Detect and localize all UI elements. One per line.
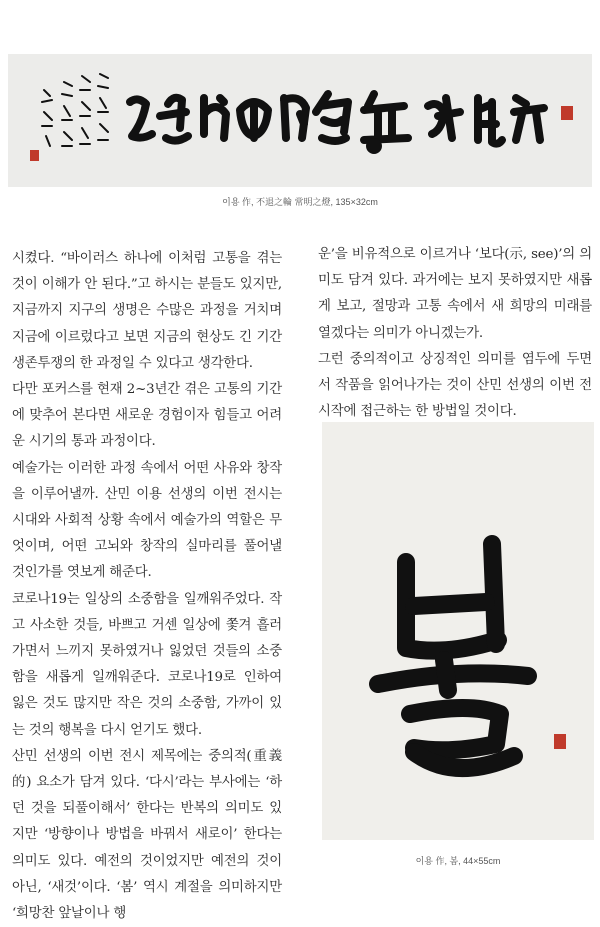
glyph-6 [316, 94, 348, 141]
seal-stamp-left [30, 150, 39, 161]
paragraph: 운’을 비유적으로 이르거나 ‘보다(示, see)’의 의미도 담겨 있다. 과거에는 보지 못하였지만 새롭게 보고, 절망과 고통 속에서 새 희망의 미래를 열겠다는 의미가 아니겠는가. [318, 247, 592, 341]
glyph-9 [478, 98, 502, 144]
stroke-bieup-middle [414, 602, 486, 606]
glyph-5 [284, 98, 306, 138]
glyph-3 [204, 98, 226, 138]
glyph-4 [240, 102, 268, 138]
article-column-right [318, 242, 592, 425]
artwork-caption-top: 이용 作, 不退之輪 常明之燈, 135×32cm [222, 197, 378, 207]
artwork-caption-bottom: 이용 作, 봄, 44×55cm [415, 856, 501, 866]
glyph-2 [160, 98, 188, 141]
glyph-8 [428, 98, 460, 138]
signature-inscription [42, 74, 108, 146]
stroke-vertical [444, 660, 448, 690]
glyph-1 [130, 99, 152, 137]
stroke-bieup-right [492, 544, 496, 644]
seal-stamp [554, 734, 566, 749]
paragraph: 그런 중의적이고 상징적인 의미를 염두에 두면서 작품을 읽어나가는 것이 산민 선생의 이번 전시작에 접근하는 한 방법일 것이다. [318, 351, 592, 420]
stroke-mieum-top [410, 708, 500, 750]
paragraph: 코로나19는 일상의 소중함을 일깨워주었다. 작고 사소한 것들, 바쁘고 거센 일상에 쫓겨 흘러가면서 느끼지 못하였거나 잃었던 것들의 소중함을 새롭게 일깨워준다. 코로나19로 인하여 잃은 것도 많지만 작은 것의 소중함, 가까이 있는 것의 행복을 다시 얻기도 했다. [12, 591, 283, 738]
paragraph: 시켰다. “바이러스 하나에 이처럼 고통을 겪는 것이 이해가 안 된다.”고 하시는 분들도 있지만, 지금까지 지구의 생명은 수많은 과정을 거치며 지금에 이르렀다고 보면 지금의 현상도 긴 기간 생존투쟁의 한 과정일 수 있다고 생각한다. [12, 251, 282, 371]
article-column-left [12, 246, 282, 927]
calligraphy-top-drawing [8, 54, 592, 187]
paragraph: 예술가는 이러한 과정 속에서 어떤 사유와 창작을 이루어낼까. 산민 이용 선생의 이번 전시는 시대와 사회적 상황 속에서 예술가의 역할은 무엇이며, 어떤 고뇌와 창작의 실마리를 풀어낼 것인가를 엿보게 해준다. [12, 460, 282, 581]
glyph-7 [364, 94, 408, 140]
seal-stamp-right [561, 106, 573, 120]
calligraphy-artwork-bottom [322, 422, 594, 840]
paragraph: 다만 포커스를 현재 2~3년간 겪은 고통의 기간에 맞추어 본다면 새로운 경험이자 힘들고 어려운 시기의 통과 과정이다. [12, 382, 282, 450]
calligraphy-artwork-top [8, 54, 592, 187]
calligraphy-bom-drawing [322, 422, 594, 840]
paragraph: 산민 선생의 이번 전시 제목에는 중의적(重義的) 요소가 담겨 있다. ‘다시’라는 부사에는 ‘하던 것을 되풀이해서’ 한다는 반복의 의미도 있지만 ‘방향이나 방법을 바꿔서 새로이’ 한다는 의미도 있다. 예전의 것이었지만 예전의 것이 아닌, ‘새것’이다. ‘봄’ 역시 계절을 의미하지만 ‘희망찬 앞날이나 행 [12, 748, 282, 922]
glyph-10 [514, 98, 544, 140]
